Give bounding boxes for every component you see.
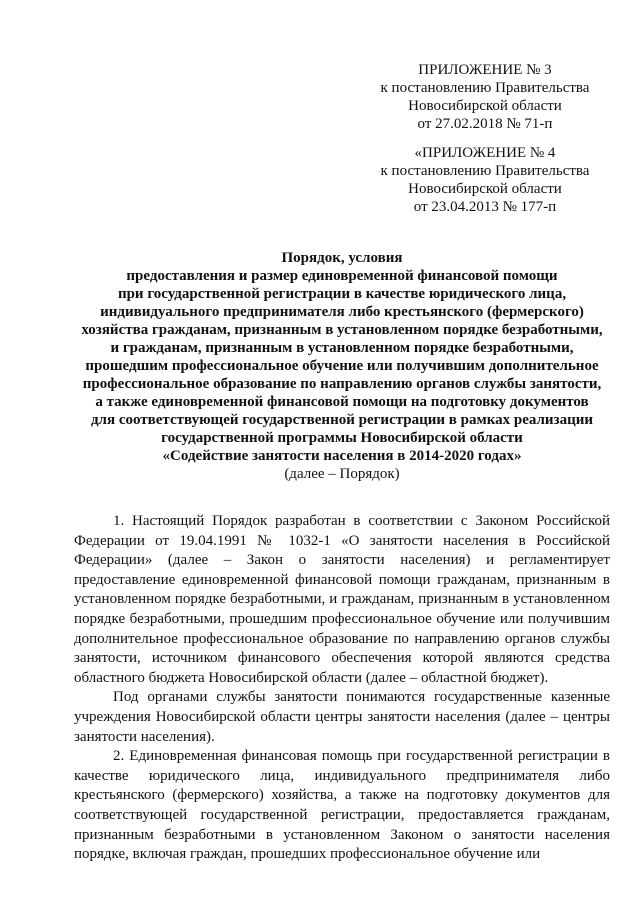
title-line: «Содействие занятости населения в 2014-2020 годах» xyxy=(162,448,522,464)
paragraph-3: 2. Единовременная финансовая помощь при государственной регистрации в качестве юридического лица, индивидуального предпринимателя либо крестьянского (фермерского) хозяйства, а также на подготовку документов для соответствующей государственной регистрации, предоставляется гражданам, признанным безработными в установленном Законом о занятости населения порядке, включая граждан, прошедших профессиональное обучение или xyxy=(74,748,610,863)
title-line: хозяйства гражданам, признанным в установленном порядке безработными, xyxy=(81,322,603,338)
annex-line: Новосибирской области xyxy=(408,181,562,197)
annex-header-current xyxy=(370,61,600,133)
annex-line: Новосибирской области xyxy=(408,98,562,114)
title-line: а также единовременной финансовой помощи на подготовку документов xyxy=(95,394,589,410)
title-subtitle: (далее – Порядок) xyxy=(284,466,400,482)
annex-line: к постановлению Правительства xyxy=(380,163,590,179)
paragraph-1: 1. Настоящий Порядок разработан в соответствии с Законом Российской Федерации от 19.04.1991 № 1032-1 «О занятости населения в Российской Федерации» (далее – Закон о занятости населения) и регламентирует предоставление единовременной финансовой помощи гражданам, признанным в установленном порядке безработными, и гражданам, признанным в установленном порядке безработными, прошедшим профессиональное обучение или получившим дополнительное профессиональное образование по направлению органов службы занятости, источником финансового обеспечения которой являются средства областного бюджета Новосибирской области (далее – областной бюджет). xyxy=(74,513,610,686)
paragraph-2: Под органами службы занятости понимаются государственные казенные учреждения Новосибирской области центры занятости населения (далее – центры занятости населения). xyxy=(74,689,610,745)
annex-line: «ПРИЛОЖЕНИЕ № 4 xyxy=(414,145,556,161)
title-line: индивидуального предпринимателя либо крестьянского (фермерского) xyxy=(100,304,584,320)
title-line: и гражданам, признанным в установленном порядке безработными, xyxy=(110,340,574,356)
title-line: для соответствующей государственной регистрации в рамках реализации xyxy=(90,412,594,428)
title-line: при государственной регистрации в качестве юридического лица, xyxy=(117,286,567,302)
title-line: профессиональное образование по направлению органов службы занятости, xyxy=(82,376,602,392)
title-line: Порядок, условия xyxy=(281,250,403,266)
annex-line: от 27.02.2018 № 71-п xyxy=(417,116,553,132)
title-line: предоставления и размер единовременной финансовой помощи xyxy=(126,268,558,284)
title-line: государственной программы Новосибирской области xyxy=(161,430,523,446)
document-title xyxy=(74,249,610,483)
title-line: прошедшим профессиональное обучение или получившим дополнительное xyxy=(85,358,599,374)
document-body xyxy=(74,512,610,865)
annex-line: ПРИЛОЖЕНИЕ № 3 xyxy=(418,62,552,78)
annex-header-amended xyxy=(370,144,600,216)
annex-line: к постановлению Правительства xyxy=(380,80,590,96)
annex-line: от 23.04.2013 № 177-п xyxy=(413,199,557,215)
